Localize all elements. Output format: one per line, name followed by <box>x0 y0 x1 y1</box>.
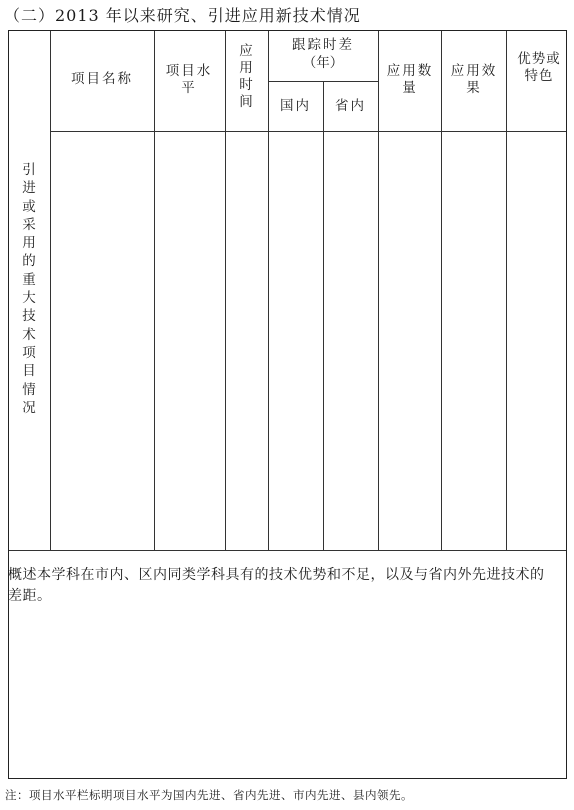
header-project-level: 项目水平 <box>165 63 213 96</box>
col-divider-2 <box>154 31 155 550</box>
header-apply-effect: 应用效果 <box>450 63 498 96</box>
header-advantage: 优势或特色 <box>517 51 561 84</box>
header-provincial: 省内 <box>335 98 366 114</box>
col-divider-1 <box>50 31 51 550</box>
row-label-major-tech-projects: 引进或采用的重大技术项目情况 <box>22 162 36 416</box>
header-tracking-gap: 跟踪时差 <box>292 37 354 53</box>
header-apply-quantity: 应用数量 <box>386 63 434 96</box>
header-project-name: 项目名称 <box>71 71 133 87</box>
table-bottom-line <box>9 550 566 551</box>
tracking-gap-divider <box>268 81 378 82</box>
header-domestic: 国内 <box>280 98 311 114</box>
col-divider-3 <box>225 31 226 550</box>
tech-introduction-form <box>8 30 567 779</box>
header-tracking-gap-unit: （年） <box>302 55 344 71</box>
col-divider-6 <box>378 31 379 550</box>
section-title: （二）2013 年以来研究、引进应用新技术情况 <box>4 6 361 25</box>
col-divider-5 <box>323 81 324 550</box>
summary-prompt: 概述本学科在市内、区内同类学科具有的技术优势和不足，以及与省内外先进技术的差距。 <box>8 567 545 604</box>
header-apply-time: 应用时间 <box>239 43 253 110</box>
header-bottom-line <box>50 131 566 132</box>
col-divider-8 <box>506 31 507 550</box>
footnote: 注：项目水平栏标明项目水平为国内先进、省内先进、市内先进、县内领先。 <box>5 788 413 802</box>
col-divider-7 <box>441 31 442 550</box>
